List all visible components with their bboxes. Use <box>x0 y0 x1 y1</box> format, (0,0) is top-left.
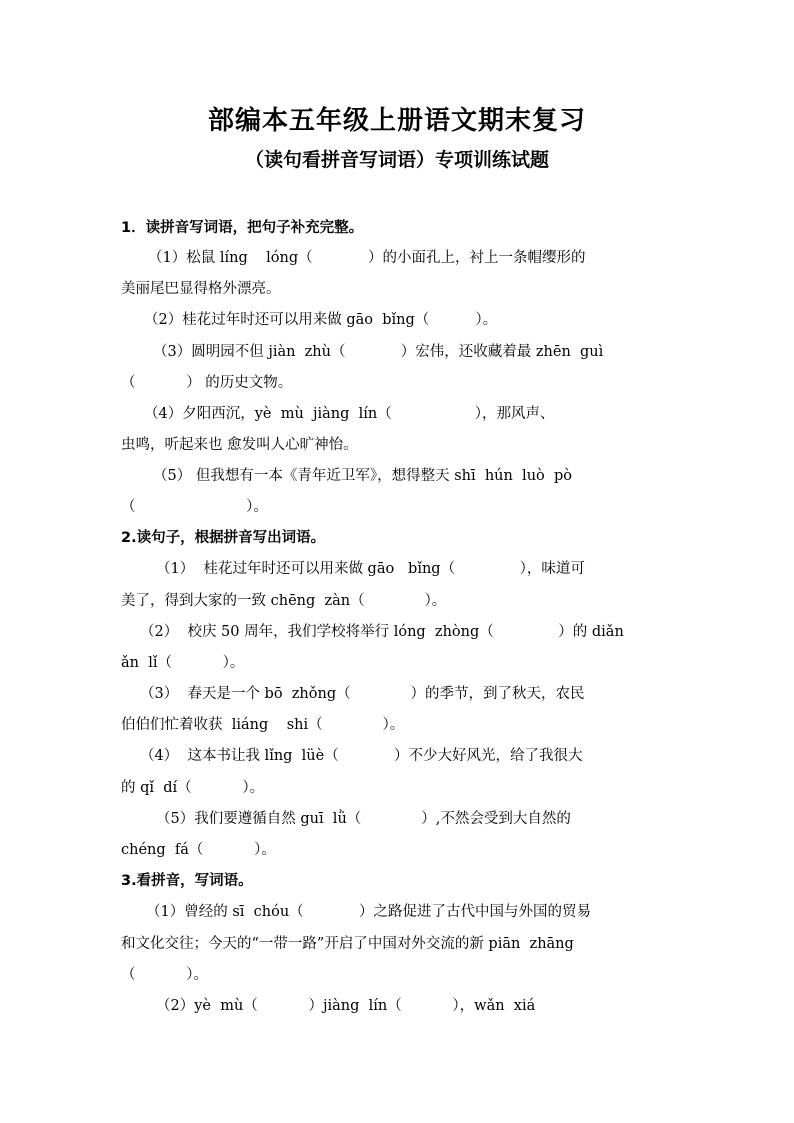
page-subtitle: （读句看拼音写词语）专项训练试题 <box>244 149 549 171</box>
section-1-line: （4）夕阳西沉，yè mù jiàng lín（ ），那风声、 <box>144 406 555 422</box>
section-3-line: （ ）。 <box>121 967 208 983</box>
section-2-heading: 2.读句子，根据拼音写出词语。 <box>121 530 326 546</box>
section-1-line: （5） 但我想有一本《青年近卫军》，想得整天 shī hún luò pò <box>153 468 572 484</box>
section-2-line: （1） 桂花过年时还可以用来做 gāo bǐng（ ），味道可 <box>156 561 585 577</box>
section-2-line: （3） 春天是一个 bō zhǒng（ ）的季节，到了秋天，农民 <box>140 686 585 702</box>
section-3-heading: 3.看拼音，写词语。 <box>121 873 253 889</box>
section-3-line: （1）曾经的 sī chóu（ ）之路促进了古代中国与外国的贸易 <box>146 904 591 920</box>
section-1-heading: 1．读拼音写词语，把句子补充完整。 <box>121 220 364 236</box>
section-1-line: 虫鸣，听起来也 愈发叫人心旷神怡。 <box>121 437 358 453</box>
section-2-line: 的 qǐ dí（ ）。 <box>121 780 265 796</box>
section-2-line: （4） 这本书让我 lǐng lüè（ ）不少大好风光，给了我很大 <box>140 748 583 764</box>
page-title: 部编本五年级上册语文期末复习 <box>207 106 586 136</box>
section-2-line: chéng fá（ ）。 <box>121 842 276 858</box>
section-2-line: （2） 校庆 50 周年，我们学校将举行 lóng zhòng（ ）的 diǎn <box>140 624 624 640</box>
section-1-line: 美丽尾巴显得格外漂亮。 <box>121 281 281 297</box>
section-1-line: （ ）。 <box>121 499 268 515</box>
section-1-line: （2）桂花过年时还可以用来做 gāo bǐng（ ）。 <box>144 312 498 328</box>
section-2-line: 美了，得到大家的一致 chēng zàn（ ）。 <box>121 593 447 609</box>
section-2-line: ǎn lǐ（ ）。 <box>121 655 245 671</box>
section-1-line: （ ） 的历史文物。 <box>121 375 293 391</box>
section-1-line: （1）松鼠 líng lóng（ ）的小面孔上，衬上一条帽缨形的 <box>148 250 586 266</box>
section-1-line: （3）圆明园不但 jiàn zhù（ ）宏伟，还收藏着最 zhēn guì <box>153 344 604 360</box>
section-3-line: （2）yè mù（ ）jiàng lín（ ），wǎn xiá <box>156 998 536 1014</box>
section-2-line: （5）我们要遵循自然 guī lǜ（ ）,不然会受到大自然的 <box>156 811 571 827</box>
section-2-line: 伯伯们忙着收获 liáng shi（ ）。 <box>121 717 405 733</box>
section-3-line: 和文化交往；今天的“一带一路”开启了中国对外交流的新 piān zhāng <box>121 936 574 952</box>
